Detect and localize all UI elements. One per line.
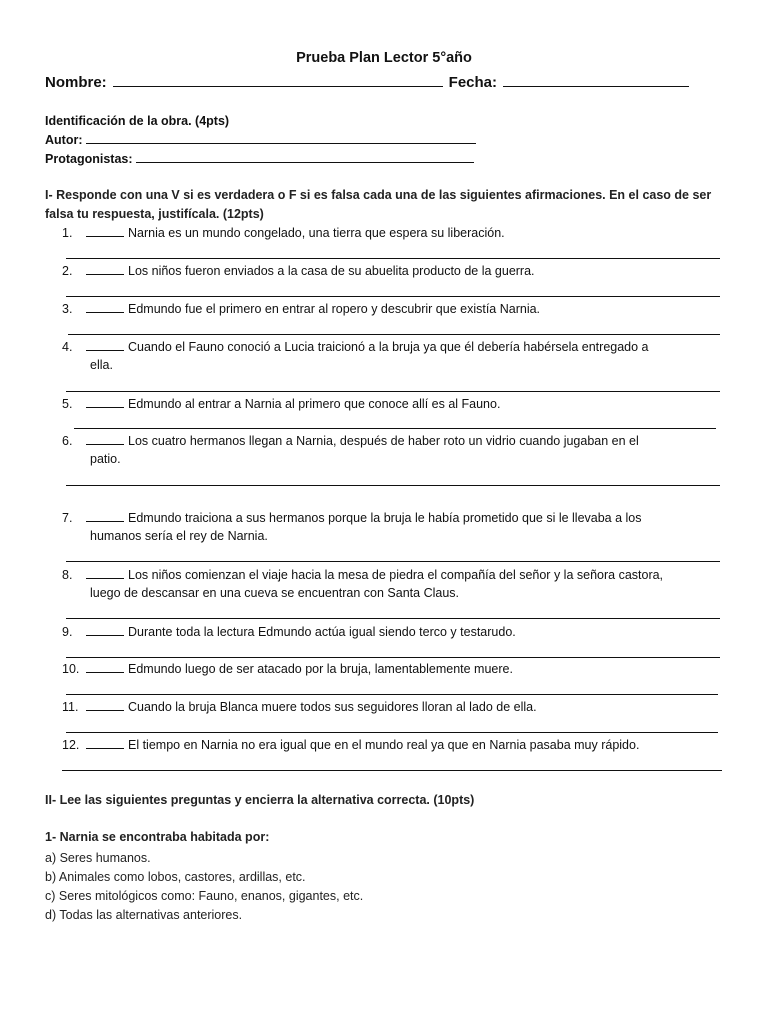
- tf-item: [62, 623, 712, 641]
- autor-label: Autor:: [45, 133, 83, 147]
- tf-item-text: Edmundo al entrar a Narnia al primero que conoce allí es al Fauno.: [128, 397, 501, 411]
- tf-item-number: 5.: [62, 397, 73, 411]
- tf-answer-blank[interactable]: [86, 300, 124, 313]
- tf-item-text: Los niños comienzan el viaje hacia la mesa de piedra el compañía del señor y la señora castora,: [128, 568, 664, 582]
- tf-answer-blank[interactable]: [86, 736, 124, 749]
- tf-answer-blank[interactable]: [86, 338, 124, 351]
- justification-line[interactable]: [66, 258, 720, 259]
- tf-item: [62, 736, 712, 754]
- tf-item-number: 7.: [62, 511, 73, 525]
- tf-item-number: 1.: [62, 226, 73, 240]
- justification-line[interactable]: [68, 334, 720, 335]
- mc-options: [45, 849, 363, 925]
- fecha-blank[interactable]: [503, 72, 689, 87]
- tf-item-text: El tiempo en Narnia no era igual que en el mundo real ya que en Narnia pasaba muy rápido.: [128, 738, 640, 752]
- tf-item-continuation: patio.: [90, 452, 121, 466]
- nombre-label: Nombre:: [45, 74, 107, 91]
- tf-item-text: Cuando el Fauno conoció a Lucia traicionó a la bruja ya que él debería habérsela entregado a: [128, 340, 649, 354]
- tf-item-number: 10.: [62, 662, 80, 676]
- justification-line[interactable]: [66, 618, 720, 619]
- tf-answer-blank[interactable]: [86, 395, 124, 408]
- nombre-blank[interactable]: [113, 72, 443, 87]
- tf-item-number: 11.: [62, 700, 79, 714]
- tf-answer-blank[interactable]: [86, 566, 124, 579]
- tf-item-number: 6.: [62, 434, 73, 448]
- tf-answer-blank[interactable]: [86, 698, 124, 711]
- mc-option-a[interactable]: a) Seres humanos.: [45, 851, 151, 865]
- tf-answer-blank[interactable]: [86, 262, 124, 275]
- identificacion-heading: Identificación de la obra. (4pts): [45, 114, 230, 128]
- tf-item-number: 8.: [62, 568, 73, 582]
- mc-question-1: 1- Narnia se encontraba habitada por:: [45, 830, 270, 844]
- tf-item-number: 4.: [62, 340, 73, 354]
- justification-line[interactable]: [66, 657, 720, 658]
- name-date-line: [45, 72, 725, 91]
- justification-line[interactable]: [66, 561, 720, 562]
- tf-item: [62, 509, 712, 545]
- justification-line[interactable]: [66, 694, 718, 695]
- tf-item: [62, 300, 712, 318]
- tf-item-number: 3.: [62, 302, 73, 316]
- protagonistas-label: Protagonistas:: [45, 152, 133, 166]
- tf-item-text: Edmundo luego de ser atacado por la bruja, lamentablemente muere.: [128, 662, 513, 676]
- justification-line[interactable]: [66, 391, 720, 392]
- autor-blank[interactable]: [86, 131, 476, 144]
- tf-item: [62, 432, 712, 468]
- tf-item: [62, 660, 712, 678]
- tf-item: [62, 224, 712, 242]
- tf-item-text: Los cuatro hermanos llegan a Narnia, después de haber roto un vidrio cuando jugaban en el: [128, 434, 639, 448]
- fecha-label: Fecha:: [448, 74, 498, 91]
- tf-item-continuation: humanos sería el rey de Narnia.: [90, 529, 268, 543]
- section2-instructions: II- Lee las siguientes preguntas y encierra la alternativa correcta. (10pts): [45, 793, 475, 807]
- tf-item: [62, 262, 712, 280]
- section1-instructions: I- Responde con una V si es verdadera o F si es falsa cada una de las siguientes afirmaciones. En el caso de ser falsa tu respuesta, justifícala. (12pts): [45, 188, 712, 221]
- protagonistas-blank[interactable]: [136, 150, 474, 163]
- tf-answer-blank[interactable]: [86, 432, 124, 445]
- justification-line[interactable]: [66, 485, 720, 486]
- tf-answer-blank[interactable]: [86, 660, 124, 673]
- tf-item-number: 2.: [62, 264, 73, 278]
- tf-item-number: 9.: [62, 625, 73, 639]
- justification-line[interactable]: [66, 732, 718, 733]
- mc-option-c[interactable]: c) Seres mitológicos como: Fauno, enanos, gigantes, etc.: [45, 889, 364, 903]
- page-title: Prueba Plan Lector 5°año: [296, 50, 472, 66]
- tf-item-text: Edmundo fue el primero en entrar al ropero y descubrir que existía Narnia.: [128, 302, 541, 316]
- tf-item: [62, 338, 712, 374]
- identificacion-section: [45, 112, 476, 169]
- tf-answer-blank[interactable]: [86, 224, 124, 237]
- justification-line[interactable]: [62, 770, 722, 771]
- tf-answer-blank[interactable]: [86, 623, 124, 636]
- justification-line[interactable]: [74, 428, 716, 429]
- mc-option-d[interactable]: d) Todas las alternativas anteriores.: [45, 908, 243, 922]
- tf-item-text: Narnia es un mundo congelado, una tierra que espera su liberación.: [128, 226, 505, 240]
- justification-line[interactable]: [66, 296, 720, 297]
- tf-item-continuation: luego de descansar en una cueva se encuentran con Santa Claus.: [90, 586, 460, 600]
- mc-option-b[interactable]: b) Animales como lobos, castores, ardillas, etc.: [45, 870, 306, 884]
- tf-item-text: Edmundo traiciona a sus hermanos porque la bruja le había prometido que si le llevaba a los: [128, 511, 642, 525]
- tf-item-text: Cuando la bruja Blanca muere todos sus seguidores lloran al lado de ella.: [128, 700, 537, 714]
- tf-item: [62, 395, 712, 413]
- tf-item: [62, 566, 712, 602]
- tf-item: [62, 698, 712, 716]
- tf-item-number: 12.: [62, 738, 80, 752]
- tf-answer-blank[interactable]: [86, 509, 124, 522]
- tf-item-text: Durante toda la lectura Edmundo actúa igual siendo terco y testarudo.: [128, 625, 516, 639]
- tf-item-text: Los niños fueron enviados a la casa de su abuelita producto de la guerra.: [128, 264, 535, 278]
- tf-item-continuation: ella.: [90, 358, 113, 372]
